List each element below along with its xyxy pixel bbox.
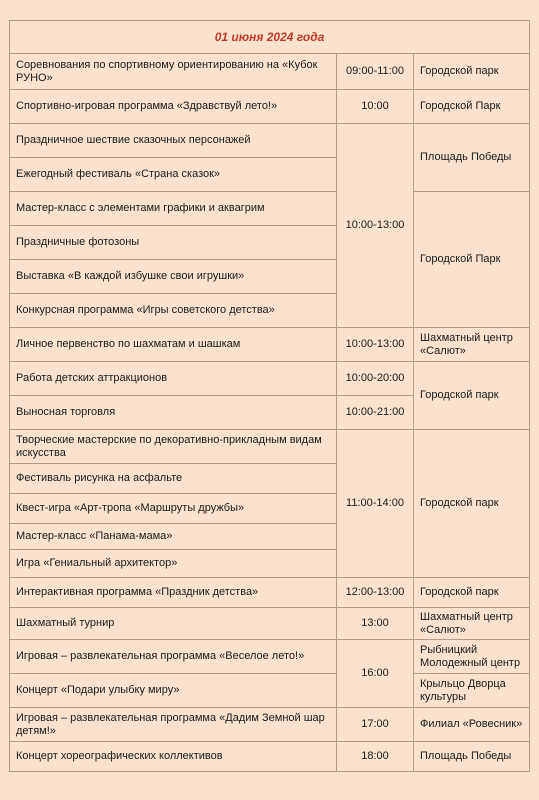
event-name: Конкурсная программа «Игры советского детства» bbox=[10, 294, 337, 328]
event-place: Площадь Победы bbox=[414, 742, 530, 772]
event-name: Игровая – развлекательная программа «Веселое лето!» bbox=[10, 640, 337, 674]
event-name: Работа детских аттракционов bbox=[10, 362, 337, 396]
table-row bbox=[10, 742, 530, 772]
event-name: Концерт «Подари улыбку миру» bbox=[10, 674, 337, 708]
event-name: Творческие мастерские по декоративно-прикладным видам искусства bbox=[10, 430, 337, 464]
event-name: Мастер-класс с элементами графики и аквагрим bbox=[10, 192, 337, 226]
event-time: 13:00 bbox=[337, 608, 414, 640]
table-row bbox=[10, 362, 530, 396]
event-place: Городской Парк bbox=[414, 90, 530, 124]
event-time: 18:00 bbox=[337, 742, 414, 772]
event-place: Городской парк bbox=[414, 362, 530, 430]
event-place: Городской Парк bbox=[414, 192, 530, 328]
event-name: Интерактивная программа «Праздник детства» bbox=[10, 578, 337, 608]
event-name: Выставка «В каждой избушке свои игрушки» bbox=[10, 260, 337, 294]
event-time: 11:00-14:00 bbox=[337, 430, 414, 578]
table-row bbox=[10, 90, 530, 124]
event-name: Игровая – развлекательная программа «Дадим Земной шар детям!» bbox=[10, 708, 337, 742]
table-row bbox=[10, 328, 530, 362]
event-place: Шахматный центр «Салют» bbox=[414, 608, 530, 640]
event-time: 10:00 bbox=[337, 90, 414, 124]
table-row bbox=[10, 54, 530, 90]
event-time: 10:00-13:00 bbox=[337, 328, 414, 362]
event-time: 10:00-20:00 bbox=[337, 362, 414, 396]
event-name: Ежегодный фестиваль «Страна сказок» bbox=[10, 158, 337, 192]
event-time: 17:00 bbox=[337, 708, 414, 742]
event-name: Спортивно-игровая программа «Здравствуй лето!» bbox=[10, 90, 337, 124]
event-name: Мастер-класс «Панама-мама» bbox=[10, 524, 337, 550]
event-place: Филиал «Ровесник» bbox=[414, 708, 530, 742]
table-row bbox=[10, 674, 530, 708]
event-place: Городской парк bbox=[414, 430, 530, 578]
event-place: Городской парк bbox=[414, 578, 530, 608]
event-name: Личное первенство по шахматам и шашкам bbox=[10, 328, 337, 362]
event-place: Площадь Победы bbox=[414, 124, 530, 192]
table-row bbox=[10, 640, 530, 674]
event-name: Выносная торговля bbox=[10, 396, 337, 430]
table-header-row bbox=[10, 21, 530, 54]
date-title: 01 июня 2024 года bbox=[10, 21, 530, 54]
event-name: Концерт хореографических коллективов bbox=[10, 742, 337, 772]
table-row bbox=[10, 430, 530, 464]
event-time: 09:00-11:00 bbox=[337, 54, 414, 90]
event-name: Шахматный турнир bbox=[10, 608, 337, 640]
event-time: 10:00-21:00 bbox=[337, 396, 414, 430]
event-time: 16:00 bbox=[337, 640, 414, 708]
event-place: Городской парк bbox=[414, 54, 530, 90]
table-row bbox=[10, 578, 530, 608]
table-row bbox=[10, 608, 530, 640]
event-place: Рыбницкий Молодежный центр bbox=[414, 640, 530, 674]
schedule-table bbox=[9, 20, 530, 772]
event-name: Фестиваль рисунка на асфальте bbox=[10, 464, 337, 494]
event-place: Крыльцо Дворца культуры bbox=[414, 674, 530, 708]
event-name: Соревнования по спортивному ориентированию на «Кубок РУНО» bbox=[10, 54, 337, 90]
event-time: 10:00-13:00 bbox=[337, 124, 414, 328]
event-name: Праздничное шествие сказочных персонажей bbox=[10, 124, 337, 158]
event-place: Шахматный центр «Салют» bbox=[414, 328, 530, 362]
table-row bbox=[10, 708, 530, 742]
table-row bbox=[10, 192, 530, 226]
event-name: Квест-игра «Арт-тропа «Маршруты дружбы» bbox=[10, 494, 337, 524]
event-name: Игра «Гениальный архитектор» bbox=[10, 550, 337, 578]
event-name: Праздничные фотозоны bbox=[10, 226, 337, 260]
table-row bbox=[10, 124, 530, 158]
event-time: 12:00-13:00 bbox=[337, 578, 414, 608]
